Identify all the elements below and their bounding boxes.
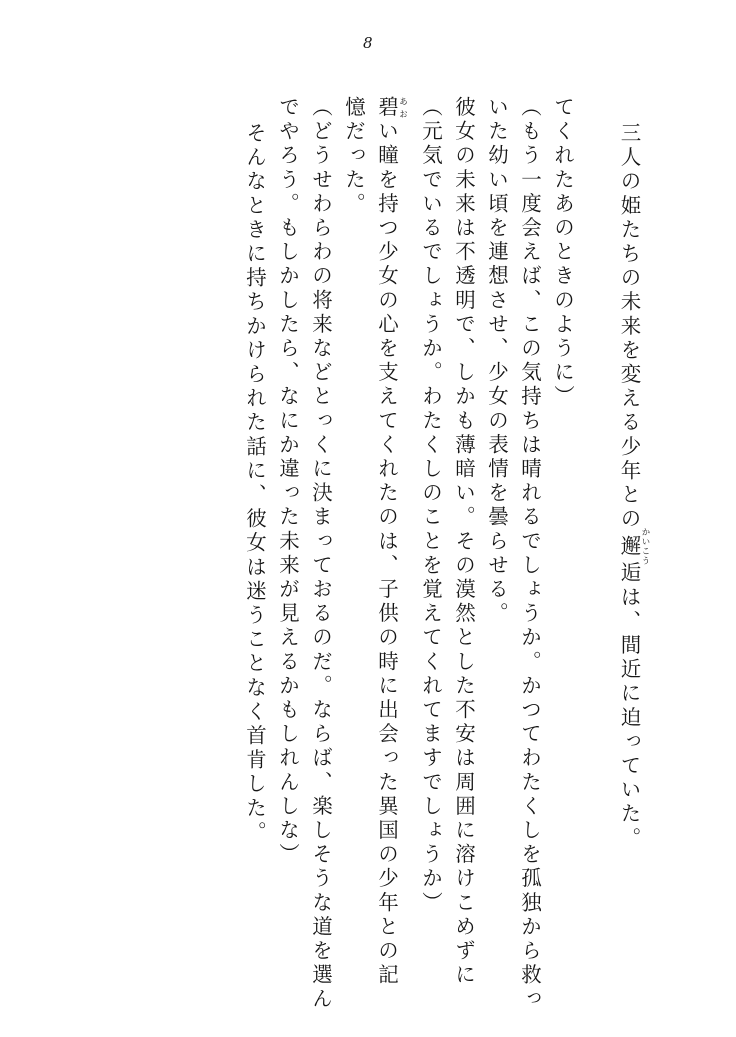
text-line-start: 三人の姫たちの未来を変える少年との <box>617 122 641 532</box>
ruby-text: あお <box>397 96 408 121</box>
page-number: 8 <box>362 34 374 52</box>
text-line: そんなときに持ちかけられた話に、彼女は迷うことなく首肯した。 <box>242 122 267 845</box>
text-line: てくれたあのときのように） <box>550 96 575 410</box>
text-line: 憶だった。 <box>341 96 366 217</box>
text-line-rest: い瞳を持つ少女の心を支えてくれたのは、子供の時に出会った異国の少年との記 <box>374 120 399 988</box>
text-line: （どうせわらわの将来などとっくに決まっておるのだ。ならば、楽しそうな道を選ん <box>308 96 333 1012</box>
vertical-text-block <box>232 96 651 1012</box>
ruby-annotation <box>374 96 408 121</box>
text-line: （もう一度会えば、この気持ちは晴れるでしょうか。かつてわたくしを孤独から救っ <box>517 96 542 1012</box>
text-line: いた幼い頃を連想させ、少女の表情を曇らせる。 <box>484 96 509 627</box>
text-line: 彼女の未来は不透明で、しかも薄暗い。その漠然とした不安は周囲に溶けこめずに <box>451 96 476 988</box>
ruby-base: 碧 <box>374 96 399 121</box>
ruby-base: 邂 <box>617 527 641 566</box>
text-line: （元気でいるでしょうか。わたくしのことを覚えてくれてますでしょうか） <box>418 96 443 916</box>
ruby-text: かいこう <box>640 527 650 566</box>
ruby-annotation <box>617 527 650 566</box>
text-line-with-ruby <box>374 96 408 988</box>
text-line-rest: 逅は、間近に迫っていた。 <box>617 561 641 851</box>
text-line: でやろう。もしかしたら、なにか違った未来が見えるかもしれんしな） <box>275 96 300 868</box>
text-line-final <box>619 96 651 982</box>
